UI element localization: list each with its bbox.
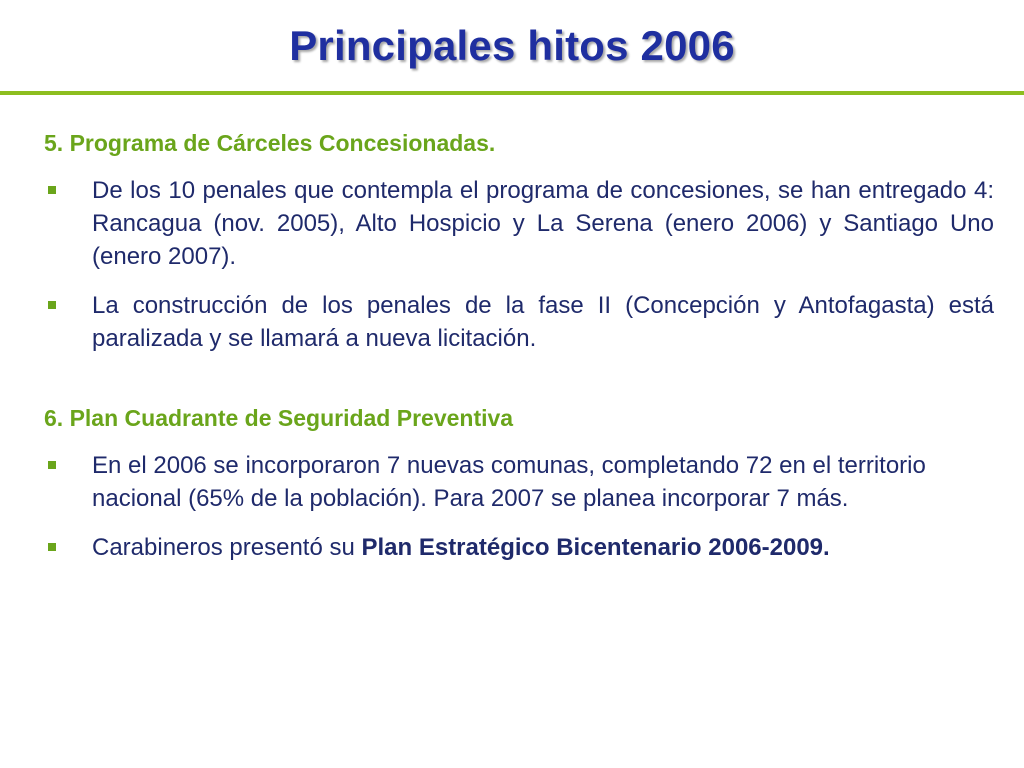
list-item <box>44 174 994 273</box>
square-bullet-icon <box>48 186 56 194</box>
bullet-text: La construcción de los penales de la fase II (Concepción y Antofagasta) está paralizada y se llamará a nueva licitación. <box>92 292 994 352</box>
bullet-text-bold: Plan Estratégico Bicentenario 2006-2009. <box>361 534 830 561</box>
list-item <box>44 289 994 355</box>
list-item <box>44 531 994 564</box>
bullet-list-carceles <box>44 174 994 355</box>
bullet-text: En el 2006 se incorporaron 7 nuevas comunas, completando 72 en el territorio nacional (65% de la población). Para 2007 se planea incorporar 7 más. <box>92 452 926 512</box>
list-item <box>44 449 994 515</box>
square-bullet-icon <box>48 301 56 309</box>
slide-content <box>44 126 994 580</box>
square-bullet-icon <box>48 461 56 469</box>
square-bullet-icon <box>48 543 56 551</box>
bullet-text-prefix: Carabineros presentó su <box>92 534 362 561</box>
section-heading-carceles: 5. Programa de Cárceles Concesionadas. <box>44 130 496 156</box>
title-divider <box>0 91 1024 95</box>
slide-title: Principales hitos 2006 <box>289 22 735 69</box>
section-heading-plan-cuadrante: 6. Plan Cuadrante de Seguridad Preventiva <box>44 405 514 431</box>
bullet-list-plan-cuadrante <box>44 449 994 564</box>
bullet-text: De los 10 penales que contempla el programa de concesiones, se han entregado 4: Rancagua (nov. 2005), Alto Hospicio y La Serena (enero 2006) y Santiago Uno (enero 2007). <box>92 177 994 270</box>
